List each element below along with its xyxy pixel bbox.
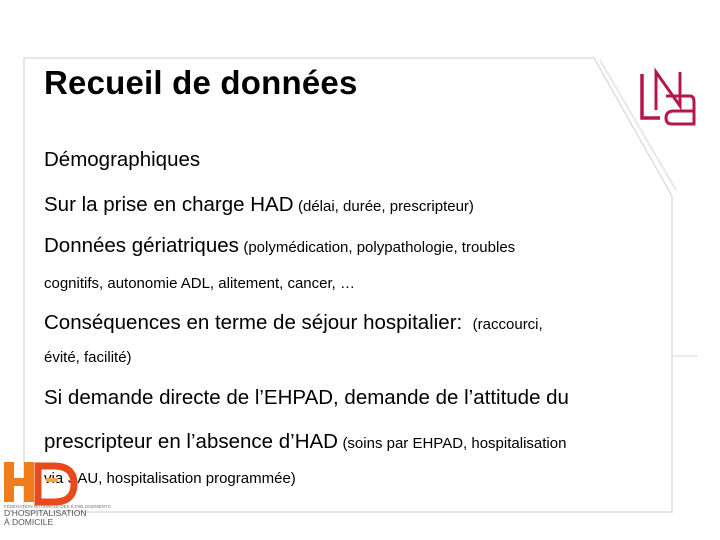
body-line-3 — [44, 236, 515, 257]
line-detail: (polymédication, polypathologie, troubles — [243, 239, 516, 256]
body-line-8 — [44, 432, 566, 453]
had-caption-line-1: D'HOSPITALISATION — [4, 508, 87, 518]
body-line-5 — [44, 313, 543, 334]
line-detail: (soins par EHPAD, hospitalisation — [342, 435, 567, 452]
body-line-4 — [44, 276, 355, 292]
line-detail: évité, facilité) — [44, 349, 132, 366]
body-line-1 — [44, 150, 200, 171]
line-detail: (délai, durée, prescripteur) — [298, 198, 474, 215]
body-line-2 — [44, 195, 474, 216]
line-main: Sur la prise en charge HAD — [44, 193, 294, 216]
had-caption-line-2: À DOMICILE — [4, 517, 54, 527]
line-main: Données gériatriques — [44, 234, 239, 257]
lna-logo-icon — [636, 66, 700, 130]
slide-title: Recueil de données — [44, 64, 358, 101]
line-main: prescripteur en l’absence d’HAD — [44, 430, 338, 453]
body-line-7 — [44, 388, 569, 409]
line-detail: via SAU, hospitalisation programmée) — [44, 470, 296, 487]
had-logo-caption — [4, 504, 111, 527]
line-detail: (raccourci, — [472, 316, 543, 333]
line-main: Conséquences en terme de séjour hospitalier: — [44, 311, 463, 334]
body-line-6 — [44, 350, 132, 366]
line-main: Démographiques — [44, 148, 201, 171]
had-caption-small: FÉDÉRATION NATIONALE DES ÉTABLISSEMENTS — [4, 504, 111, 509]
had-logo-icon — [0, 458, 96, 540]
line-main: Si demande directe de l’EHPAD, demande de l’attitude du — [44, 386, 569, 409]
line-detail: cognitifs, autonomie ADL, alitement, cancer, … — [44, 275, 355, 292]
